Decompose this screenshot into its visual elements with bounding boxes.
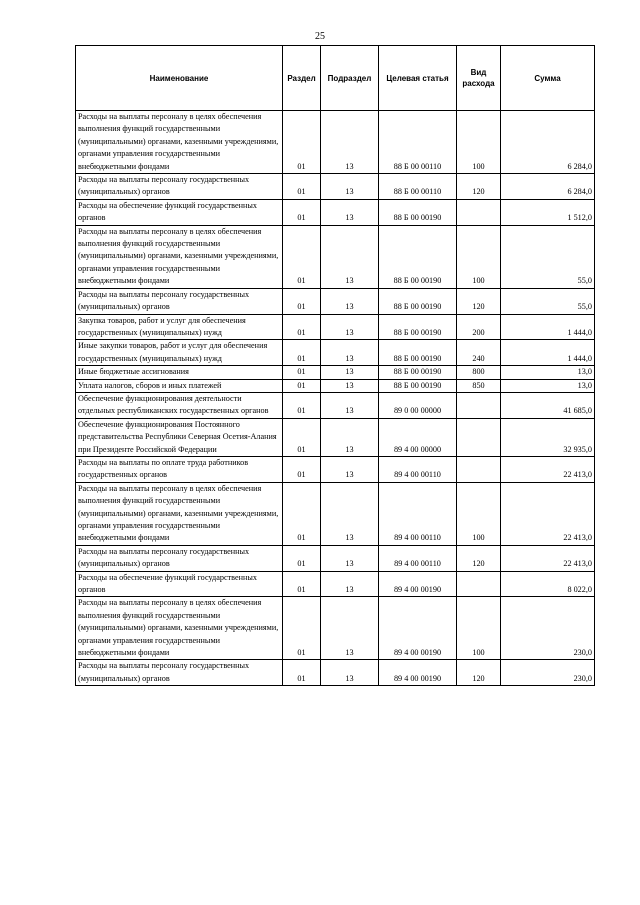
cell-type [457, 456, 501, 482]
cell-section: 01 [283, 482, 321, 545]
cell-target: 88 Б 00 00190 [379, 199, 457, 225]
cell-target: 88 Б 00 00190 [379, 225, 457, 288]
cell-subsection: 13 [321, 340, 379, 366]
cell-section: 01 [283, 418, 321, 456]
cell-amount: 8 022,0 [501, 571, 595, 597]
cell-section: 01 [283, 111, 321, 174]
cell-section: 01 [283, 392, 321, 418]
cell-subsection: 13 [321, 418, 379, 456]
cell-target: 89 4 00 00190 [379, 660, 457, 686]
cell-name: Иные бюджетные ассигнования [76, 366, 283, 379]
cell-section: 01 [283, 545, 321, 571]
table-row [76, 199, 595, 225]
cell-type: 100 [457, 111, 501, 174]
cell-type: 120 [457, 660, 501, 686]
cell-subsection: 13 [321, 288, 379, 314]
cell-target: 88 Б 00 00110 [379, 111, 457, 174]
table-row [76, 571, 595, 597]
cell-type: 120 [457, 545, 501, 571]
cell-amount: 41 685,0 [501, 392, 595, 418]
cell-name: Расходы на выплаты персоналу государственных (муниципальных) органов [76, 660, 283, 686]
cell-type: 800 [457, 366, 501, 379]
cell-type: 850 [457, 379, 501, 392]
cell-amount: 6 284,0 [501, 111, 595, 174]
cell-name: Расходы на обеспечение функций государственных органов [76, 199, 283, 225]
table-row [76, 288, 595, 314]
cell-type [457, 418, 501, 456]
cell-type: 120 [457, 174, 501, 200]
cell-section: 01 [283, 288, 321, 314]
cell-amount: 230,0 [501, 597, 595, 660]
cell-section: 01 [283, 660, 321, 686]
cell-name: Расходы на выплаты персоналу в целях обеспечения выполнения функций государственными (муниципальными) органами, казенными учреждениями, органами управления государственными внебюджетными фондами [76, 482, 283, 545]
table-row [76, 418, 595, 456]
cell-name: Обеспечение функционирования Постоянного представительства Республики Северная Осетия-Алания при Президенте Российской Федерации [76, 418, 283, 456]
cell-amount: 1 512,0 [501, 199, 595, 225]
cell-type [457, 571, 501, 597]
cell-name: Иные закупки товаров, работ и услуг для обеспечения государственных (муниципальных) нужд [76, 340, 283, 366]
table-row [76, 340, 595, 366]
header-target: Целевая статья [379, 46, 457, 111]
cell-subsection: 13 [321, 456, 379, 482]
cell-name: Расходы на выплаты персоналу государственных (муниципальных) органов [76, 288, 283, 314]
cell-target: 89 4 00 00110 [379, 482, 457, 545]
table-row [76, 366, 595, 379]
cell-subsection: 13 [321, 174, 379, 200]
cell-section: 01 [283, 174, 321, 200]
table-row [76, 597, 595, 660]
table-row [76, 379, 595, 392]
cell-target: 89 4 00 00190 [379, 571, 457, 597]
cell-subsection: 13 [321, 314, 379, 340]
cell-subsection: 13 [321, 660, 379, 686]
cell-type: 240 [457, 340, 501, 366]
cell-section: 01 [283, 340, 321, 366]
cell-target: 89 4 00 00000 [379, 418, 457, 456]
cell-amount: 55,0 [501, 225, 595, 288]
cell-section: 01 [283, 225, 321, 288]
table-row [76, 174, 595, 200]
cell-subsection: 13 [321, 392, 379, 418]
cell-target: 88 Б 00 00190 [379, 366, 457, 379]
table-row [76, 545, 595, 571]
header-type [457, 46, 501, 111]
cell-subsection: 13 [321, 379, 379, 392]
cell-amount: 13,0 [501, 379, 595, 392]
cell-subsection: 13 [321, 571, 379, 597]
header-name: Наименование [76, 46, 283, 111]
cell-section: 01 [283, 597, 321, 660]
table-row [76, 660, 595, 686]
cell-subsection: 13 [321, 366, 379, 379]
cell-type: 100 [457, 482, 501, 545]
cell-subsection: 13 [321, 597, 379, 660]
cell-section: 01 [283, 379, 321, 392]
header-subsection: Подраздел [321, 46, 379, 111]
cell-name: Расходы на выплаты по оплате труда работников государственных органов [76, 456, 283, 482]
cell-name: Расходы на выплаты персоналу в целях обеспечения выполнения функций государственными (муниципальными) органами, казенными учреждениями, органами управления государственными внебюджетными фондами [76, 111, 283, 174]
cell-target: 88 Б 00 00190 [379, 288, 457, 314]
cell-section: 01 [283, 314, 321, 340]
cell-name: Расходы на выплаты персоналу государственных (муниципальных) органов [76, 545, 283, 571]
table-body [76, 111, 595, 686]
cell-name: Уплата налогов, сборов и иных платежей [76, 379, 283, 392]
cell-name: Закупка товаров, работ и услуг для обеспечения государственных (муниципальных) нужд [76, 314, 283, 340]
cell-amount: 13,0 [501, 366, 595, 379]
cell-name: Расходы на выплаты персоналу в целях обеспечения выполнения функций государственными (муниципальными) органами, казенными учреждениями, органами управления государственными внебюджетными фондами [76, 225, 283, 288]
cell-type: 200 [457, 314, 501, 340]
cell-amount: 1 444,0 [501, 340, 595, 366]
table-row [76, 225, 595, 288]
table-header-row [76, 46, 595, 111]
table-row [76, 111, 595, 174]
cell-amount: 22 413,0 [501, 545, 595, 571]
cell-target: 89 0 00 00000 [379, 392, 457, 418]
cell-subsection: 13 [321, 111, 379, 174]
cell-target: 88 Б 00 00190 [379, 340, 457, 366]
cell-section: 01 [283, 366, 321, 379]
cell-name: Расходы на выплаты персоналу в целях обеспечения выполнения функций государственными (муниципальными) органами, казенными учреждениями, органами управления государственными внебюджетными фондами [76, 597, 283, 660]
cell-type [457, 199, 501, 225]
cell-name: Расходы на выплаты персоналу государственных (муниципальных) органов [76, 174, 283, 200]
cell-subsection: 13 [321, 545, 379, 571]
header-type-line2: расхода [462, 79, 495, 88]
cell-type: 100 [457, 225, 501, 288]
cell-amount: 6 284,0 [501, 174, 595, 200]
cell-amount: 1 444,0 [501, 314, 595, 340]
budget-table [75, 45, 595, 686]
cell-subsection: 13 [321, 199, 379, 225]
cell-section: 01 [283, 199, 321, 225]
cell-name: Обеспечение функционирования деятельности отдельных республиканских государственных органов [76, 392, 283, 418]
cell-type: 100 [457, 597, 501, 660]
cell-target: 89 4 00 00110 [379, 545, 457, 571]
cell-type: 120 [457, 288, 501, 314]
cell-target: 89 4 00 00110 [379, 456, 457, 482]
cell-target: 88 Б 00 00110 [379, 174, 457, 200]
cell-target: 89 4 00 00190 [379, 597, 457, 660]
cell-subsection: 13 [321, 482, 379, 545]
header-amount: Сумма [501, 46, 595, 111]
table-row [76, 392, 595, 418]
cell-type [457, 392, 501, 418]
cell-subsection: 13 [321, 225, 379, 288]
header-type-line1: Вид [470, 68, 487, 77]
page-number: 25 [315, 31, 325, 42]
cell-amount: 32 935,0 [501, 418, 595, 456]
cell-section: 01 [283, 571, 321, 597]
cell-name: Расходы на обеспечение функций государственных органов [76, 571, 283, 597]
table-row [76, 314, 595, 340]
cell-amount: 22 413,0 [501, 456, 595, 482]
cell-amount: 55,0 [501, 288, 595, 314]
cell-amount: 22 413,0 [501, 482, 595, 545]
cell-section: 01 [283, 456, 321, 482]
table-row [76, 456, 595, 482]
cell-amount: 230,0 [501, 660, 595, 686]
cell-target: 88 Б 00 00190 [379, 314, 457, 340]
header-section: Раздел [283, 46, 321, 111]
table-row [76, 482, 595, 545]
cell-target: 88 Б 00 00190 [379, 379, 457, 392]
